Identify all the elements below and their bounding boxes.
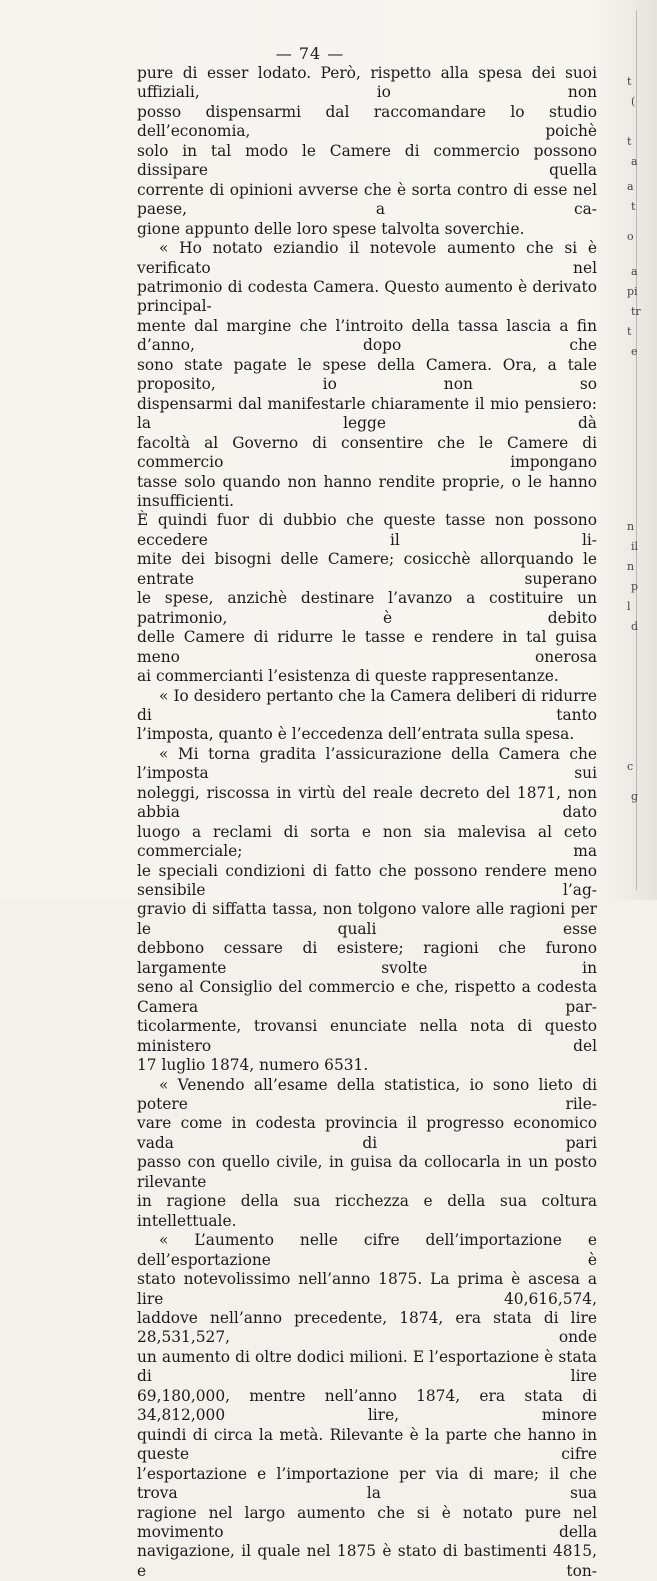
text-line: quindi di circa la metà. Rilevante è la parte che hanno in queste cifre bbox=[137, 1425, 597, 1464]
text-line: « Venendo all’esame della statistica, io sono lieto di potere rile- bbox=[137, 1075, 597, 1114]
text-line: ragione nel largo aumento che si è notato pure nel movimento della bbox=[137, 1503, 597, 1541]
text-line: gione appunto delle loro spese talvolta soverchie. bbox=[137, 219, 525, 238]
text-line: solo in tal modo le Camere di commercio possono dissipare quella bbox=[137, 141, 597, 180]
gutter-mark: a bbox=[631, 155, 638, 168]
text-line: mente dal margine che l’introito della tassa lascia a fin d’anno, dopo che bbox=[137, 316, 597, 355]
adjacent-page-fragment bbox=[617, 0, 657, 900]
text-line: gravio di siffatta tassa, non tolgono valore alle ragioni per le quali esse bbox=[137, 900, 597, 938]
text-line: patrimonio di codesta Camera. Questo aumento è derivato principal- bbox=[137, 277, 597, 316]
gutter-mark: a bbox=[631, 265, 638, 278]
text-line: tasse solo quando non hanno rendite proprie, o le hanno insufficienti. bbox=[137, 472, 597, 510]
gutter-mark: t bbox=[627, 75, 632, 88]
gutter-mark: t bbox=[627, 135, 632, 148]
gutter-mark: ( bbox=[631, 95, 636, 108]
text-line: passo con quello civile, in guisa da collocarla in un posto rilevante bbox=[137, 1153, 597, 1191]
text-line: 69,180,000, mentre nell’anno 1874, era stata di 34,812,000 lire, minore bbox=[137, 1386, 597, 1425]
text-line: facoltà al Governo di consentire che le Camere di commercio impongano bbox=[137, 433, 597, 472]
text-line: pure di esser lodato. Però, rispetto alla spesa dei suoi uffiziali, io non bbox=[137, 64, 597, 102]
text-line: « Ho notato eziandio il notevole aumento che si è verificato nel bbox=[137, 239, 597, 277]
page-number: — 74 — bbox=[275, 44, 345, 63]
text-line: sono state pagate le spese della Camera. Ora, a tale proposito, io non so bbox=[137, 355, 597, 394]
body-text bbox=[137, 64, 597, 1581]
gutter-mark: a bbox=[627, 180, 634, 193]
text-line: « Mi torna gradita l’assicurazione della Camera che l’imposta sui bbox=[137, 744, 597, 783]
gutter-mark: il bbox=[631, 540, 639, 553]
text-line: l’imposta, quanto è l’eccedenza dell’entrata sulla spesa. bbox=[137, 725, 575, 744]
gutter-mark: n bbox=[627, 520, 635, 533]
gutter-mark: d bbox=[631, 620, 639, 633]
gutter-mark: o bbox=[627, 230, 634, 243]
text-line: luogo a reclami di sorta e non sia malevisa al ceto commerciale; ma bbox=[137, 822, 597, 861]
text-line: posso dispensarmi dal raccomandare lo studio dell’economia, poichè bbox=[137, 102, 597, 141]
text-line: laddove nell’anno precedente, 1874, era stata di lire 28,531,527, onde bbox=[137, 1309, 597, 1347]
gutter-mark: p bbox=[631, 580, 639, 593]
text-line: l’esportazione e l’importazione per via di mare; il che trova la sua bbox=[137, 1464, 597, 1503]
text-line: navigazione, il quale nel 1875 è stato di bastimenti 4815, e ton- bbox=[137, 1542, 597, 1580]
text-line: « L’aumento nelle cifre dell’importazione e dell’esportazione è bbox=[137, 1231, 597, 1269]
text-line: ticolarmente, trovansi enunciate nella nota di questo ministero del bbox=[137, 1017, 597, 1055]
text-line: vare come in codesta provincia il progresso economico vada di pari bbox=[137, 1114, 597, 1152]
text-line: dispensarmi dal manifestarle chiaramente il mio pensiero: la legge dà bbox=[137, 394, 597, 433]
gutter-mark: t bbox=[627, 325, 632, 338]
text-line: « Io desidero pertanto che la Camera deliberi di ridurre di tanto bbox=[137, 686, 597, 724]
text-line: ai commercianti l’esistenza di queste rappresentanze. bbox=[137, 667, 559, 686]
text-line: le spese, anzichè destinare l’avanzo a costituire un patrimonio, è debito bbox=[137, 589, 597, 627]
gutter-mark: t bbox=[631, 200, 636, 213]
page-edge bbox=[636, 10, 637, 890]
text-line: È quindi fuor di dubbio che queste tasse non possono eccedere il li- bbox=[137, 511, 597, 549]
text-line: stato notevolissimo nell’anno 1875. La prima è ascesa a lire 40,616,574, bbox=[137, 1270, 597, 1308]
text-line: noleggi, riscossa in virtù del reale decreto del 1871, non abbia dato bbox=[137, 783, 597, 822]
gutter-mark: g bbox=[631, 790, 639, 803]
text-line: 17 luglio 1874, numero 6531. bbox=[137, 1056, 369, 1075]
gutter-mark: l bbox=[627, 600, 631, 613]
gutter-mark: e bbox=[631, 345, 638, 358]
text-line: in ragione della sua ricchezza e della sua coltura intellettuale. bbox=[137, 1192, 597, 1230]
gutter-mark: pi bbox=[627, 285, 638, 298]
text-line: seno al Consiglio del commercio e che, rispetto a codesta Camera par- bbox=[137, 978, 597, 1016]
gutter-mark: n bbox=[627, 560, 635, 573]
gutter-mark: tr bbox=[631, 305, 641, 318]
text-line: debbono cessare di esistere; ragioni che furono largamente svolte in bbox=[137, 939, 597, 977]
gutter-mark: c bbox=[627, 760, 634, 773]
text-line: corrente di opinioni avverse che è sorta contro di esse nel paese, a ca- bbox=[137, 180, 597, 219]
text-line: un aumento di oltre dodici milioni. E l’esportazione è stata di lire bbox=[137, 1347, 597, 1386]
text-line: delle Camere di ridurre le tasse e rendere in tal guisa meno onerosa bbox=[137, 628, 597, 666]
text-line: mite dei bisogni delle Camere; cosicchè allorquando le entrate superano bbox=[137, 550, 597, 588]
text-line: le speciali condizioni di fatto che possono rendere meno sensibile l’ag- bbox=[137, 861, 597, 900]
